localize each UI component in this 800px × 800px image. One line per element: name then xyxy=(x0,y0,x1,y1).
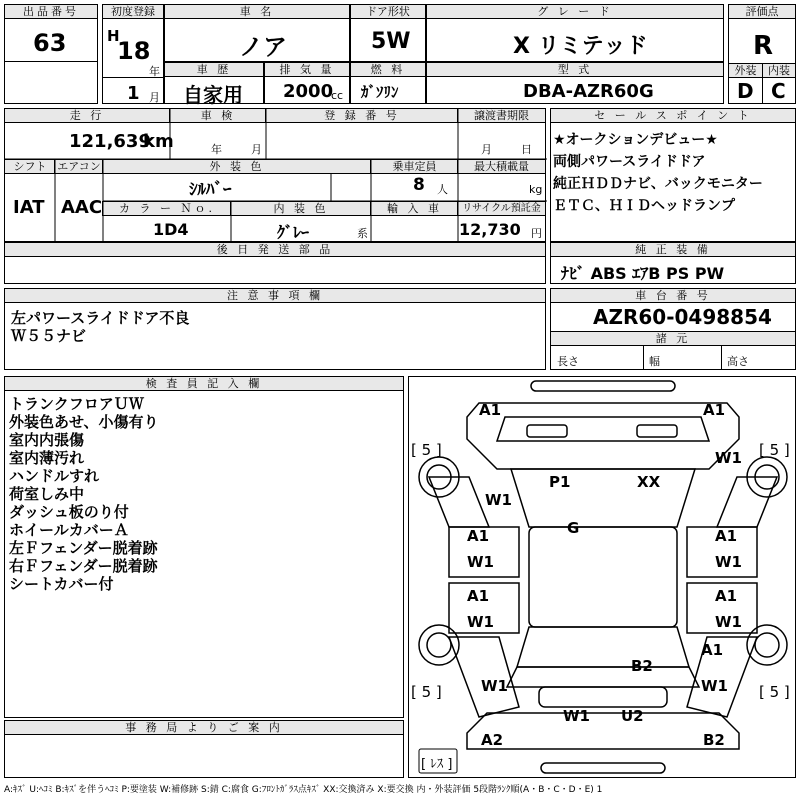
inspection-year-unit: 年 xyxy=(211,143,222,156)
inspector-line: 外装色あせ、小傷有り xyxy=(9,413,159,431)
door-type: 5W xyxy=(371,29,411,54)
lot-number-box xyxy=(4,4,98,104)
mark-w1-front-right: W1 xyxy=(715,449,742,467)
mileage-unit: km xyxy=(143,131,174,152)
inspector-line: シートカバー付 xyxy=(9,575,114,593)
equipment-box xyxy=(550,242,796,284)
body-color-label: 外 装 色 xyxy=(102,159,372,174)
score: R xyxy=(753,31,774,61)
import-label: 輸 入 車 xyxy=(370,201,459,216)
color-number: 1D4 xyxy=(153,220,189,239)
inspector-line: ダッシュ板のり付 xyxy=(9,503,129,521)
door-box xyxy=(350,4,426,62)
length-label: 長さ xyxy=(557,355,579,368)
grade-box xyxy=(426,4,724,62)
vehicle-details-box xyxy=(4,108,546,242)
body-color: ｼﾙﾊﾞｰ xyxy=(189,180,232,200)
lot-divider xyxy=(5,61,97,62)
inspector-label: 検 査 員 記 入 欄 xyxy=(4,376,404,391)
mark-b2-roof: B2 xyxy=(631,657,653,675)
mileage: 121,639 xyxy=(69,131,151,152)
displacement-box xyxy=(264,62,350,104)
tire-rear-left: [ 5 ] xyxy=(411,683,442,701)
inspector-line: トランクフロアＵＷ xyxy=(9,395,144,413)
mark-w1-front-left: W1 xyxy=(485,491,512,509)
displacement-unit: cc xyxy=(331,89,344,102)
tire-front-right: [ 5 ] xyxy=(759,441,790,459)
mark-w1-right-door: W1 xyxy=(715,553,742,571)
exterior-label: 外装 xyxy=(728,63,763,78)
car-name: ノア xyxy=(239,33,287,61)
mark-g: G xyxy=(567,519,580,537)
height-label: 高さ xyxy=(727,355,749,368)
load-unit: kg xyxy=(529,183,543,196)
fuel: ｶﾞｿﾘﾝ xyxy=(361,83,399,101)
mark-p1: P1 xyxy=(549,473,571,491)
inspector-box xyxy=(4,376,404,718)
tire-rear-right: [ 5 ] xyxy=(759,683,790,701)
equipment-label: 純 正 装 備 xyxy=(550,242,796,257)
inspector-line: ホイールカバーＡ xyxy=(9,521,129,539)
chassis-number: AZR60-0498854 xyxy=(593,305,772,329)
inspector-line: ハンドルすれ xyxy=(9,467,100,485)
mark-a1-left-rear-door: A1 xyxy=(467,587,490,605)
reg-number-label: 登 録 番 号 xyxy=(265,108,459,123)
mileage-label: 走 行 xyxy=(4,108,170,123)
office-label: 事 務 局 よ り ご 案 内 xyxy=(4,720,404,735)
car-name-box xyxy=(164,4,350,62)
mark-a1-right-door: A1 xyxy=(715,527,738,545)
capacity-label: 乗車定員 xyxy=(370,159,459,174)
mark-w1-right-quarter: W1 xyxy=(701,677,728,695)
mark-a1-front-right: A1 xyxy=(703,401,726,419)
mark-a2-rear: A2 xyxy=(481,731,504,749)
damage-diagram xyxy=(408,376,796,778)
grade: X リミテッド xyxy=(513,34,648,59)
first-registration-label: 初度登録 xyxy=(102,4,164,19)
car-name-label: 車 名 xyxy=(164,4,350,19)
history: 自家用 xyxy=(183,83,243,107)
model-code: DBA-AZR60G xyxy=(523,81,654,102)
score-mid-line xyxy=(762,63,763,103)
aircon-label: エアコン xyxy=(54,159,104,174)
first-registration-box xyxy=(102,4,164,104)
lot-number-label: 出品番号 xyxy=(4,4,98,19)
sales-points-list xyxy=(553,129,763,217)
model-label: 型 式 xyxy=(426,62,724,77)
reg-divider xyxy=(103,77,163,78)
width-label: 幅 xyxy=(649,355,660,368)
sales-point-line: 両側パワースライドドア xyxy=(553,154,706,170)
spare-tire: [ ﾚｽ ] xyxy=(421,757,453,772)
max-load-label: 最大積載量 xyxy=(457,159,546,174)
sales-point-line: ＥＴＣ、ＨＩＤヘッドランプ xyxy=(553,198,735,214)
tire-front-left: [ 5 ] xyxy=(411,441,442,459)
history-box xyxy=(164,62,264,107)
score-box xyxy=(728,4,796,104)
year-unit: 年 xyxy=(149,65,160,78)
interior-label: 内装 xyxy=(762,63,796,78)
mark-a1-right-quarter: A1 xyxy=(701,641,724,659)
chassis-label: 車 台 番 号 xyxy=(550,288,796,303)
model-box xyxy=(426,62,724,104)
specs-label: 諸 元 xyxy=(550,331,796,346)
displacement: 2000 xyxy=(283,81,334,102)
inspector-line: 左Ｆフェンダー脱着跡 xyxy=(9,539,158,557)
score-label: 評価点 xyxy=(728,4,796,19)
capacity-unit: 人 xyxy=(437,183,448,196)
lot-number: 63 xyxy=(33,29,67,57)
specs-div1 xyxy=(643,345,644,369)
inspector-line: 右Ｆフェンダー脱着跡 xyxy=(9,557,158,575)
notes-box xyxy=(4,288,546,370)
recycle-unit: 円 xyxy=(531,227,542,240)
mark-w1-left-door: W1 xyxy=(467,553,494,571)
door-label: ドア形状 xyxy=(350,4,426,19)
mark-w1-left-rear-door: W1 xyxy=(467,613,494,631)
sales-points-label: セ ー ル ス ポ イ ン ト xyxy=(550,108,796,123)
color-number-label: カ ラ ー Ｎｏ. xyxy=(102,201,232,216)
interior-color-label: 内 装 色 xyxy=(230,201,372,216)
notes-list xyxy=(11,309,189,345)
sales-point-line: 純正ＨＤＤナビ、バックモニター xyxy=(553,176,763,192)
note-line: Ｗ５５ナビ xyxy=(11,327,87,345)
transfer-label: 譲渡書期限 xyxy=(457,108,546,123)
interior-color-unit: 系 xyxy=(357,227,368,240)
fuel-box xyxy=(350,62,426,104)
inspection-label: 車 検 xyxy=(169,108,267,123)
later-parts-box xyxy=(4,242,546,284)
reg-year: 18 xyxy=(117,37,151,65)
recycle-label: リサイクル預託金 xyxy=(457,201,546,216)
mark-w1-rear-bumper: W1 xyxy=(563,707,590,725)
transfer-day-unit: 日 xyxy=(521,143,532,156)
mark-a1-right-rear-door: A1 xyxy=(715,587,738,605)
sales-point-line: ★オークションデビュー★ xyxy=(553,132,718,148)
note-line: 左パワースライドドア不良 xyxy=(11,309,190,327)
notes-label: 注 意 事 項 欄 xyxy=(4,288,546,303)
recycle-fee: 12,730 xyxy=(459,220,521,239)
chassis-box xyxy=(550,288,796,370)
interior-color: ｸﾞﾚｰ xyxy=(277,223,310,242)
shift-label: シフト xyxy=(4,159,56,174)
reg-month: 1 xyxy=(127,83,140,104)
sales-points-box xyxy=(550,108,796,242)
inspector-line: 室内内張傷 xyxy=(9,431,85,449)
office-box xyxy=(4,720,404,778)
exterior-grade: D xyxy=(737,79,754,103)
mark-u2-rear-bumper: U2 xyxy=(621,707,644,725)
mark-a1-left-door: A1 xyxy=(467,527,490,545)
capacity: 8 xyxy=(413,175,425,195)
mark-a1-front-left: A1 xyxy=(479,401,502,419)
shift: IAT xyxy=(13,197,45,218)
legend: A:ｷｽﾞ U:ﾍｺﾐ B:ｷｽﾞを伴うﾍｺﾐ P:要塗装 W:補修跡 S:錆 C:腐食 G:ﾌﾛﾝﾄｶﾞﾗｽ点ｷｽﾞ XX:交換済み X:要交換 内・外装評価 5段階ﾗﾝｸ順(A・B・C・D・E) 1 xyxy=(4,785,603,795)
mark-w1-left-quarter: W1 xyxy=(481,677,508,695)
inspector-list xyxy=(9,395,159,593)
inspector-line: 荷室しみ中 xyxy=(9,485,85,503)
transfer-month-unit: 月 xyxy=(481,143,492,156)
mark-w1-right-rear-door: W1 xyxy=(715,613,742,631)
later-parts-label: 後 日 発 送 部 品 xyxy=(4,242,546,257)
era: H xyxy=(107,27,120,45)
month-unit: 月 xyxy=(149,91,160,104)
mark-b2-rear: B2 xyxy=(703,731,725,749)
inspector-line: 室内薄汚れ xyxy=(9,449,85,467)
equipment-items: ﾅﾋﾞ ABS ｴｱB PS PW xyxy=(561,264,725,283)
grade-label: グ レ ー ド xyxy=(426,4,724,19)
aircon: AAC xyxy=(61,197,103,218)
history-label: 車 歴 xyxy=(164,62,264,77)
car-outline xyxy=(409,377,797,779)
interior-grade: C xyxy=(771,79,786,103)
specs-div2 xyxy=(721,345,722,369)
displacement-label: 排 気 量 xyxy=(264,62,350,77)
inspection-month-unit: 月 xyxy=(251,143,262,156)
mark-xx: XX xyxy=(637,473,661,491)
fuel-label: 燃 料 xyxy=(350,62,426,77)
details-grid xyxy=(5,109,547,243)
